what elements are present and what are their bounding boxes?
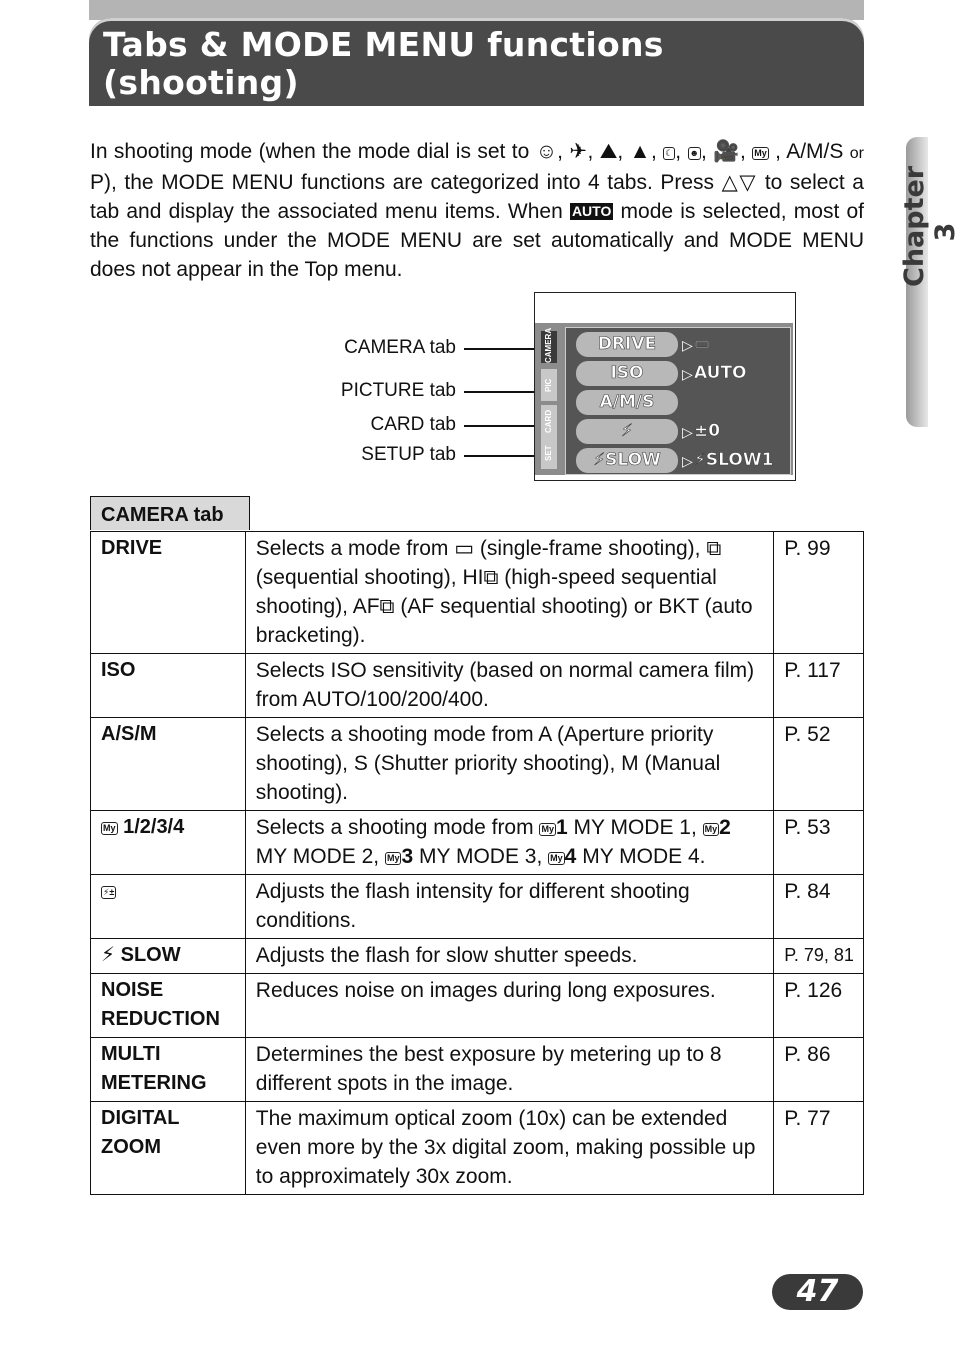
single-frame-icon: ▭: [454, 537, 475, 560]
callout-camera-tab: CAMERA tab: [344, 337, 456, 358]
row-name: [91, 939, 246, 974]
title-banner: [89, 18, 864, 106]
row-description: Reduces noise on images during long exposures.: [245, 974, 773, 1038]
intro-text-4: to select a tab and display the associated menu items. When: [90, 171, 864, 223]
desc-text: MY MODE 3,: [419, 845, 543, 868]
camera-tab-header: CAMERA tab: [90, 496, 250, 530]
side-tab-setup: SET: [541, 437, 557, 469]
intro-paragraph: In shooting mode (when the mode dial is set to ☺, ✈, ⛰, ▲, ☾, ☻, 🎥, My , A/M/S or P), the MODE MENU functions are categorized into 4 tabs. Press △▽ to select a tab and display the associated menu items. When AUTO mode is selected, most of the functions under the MODE MENU are set automatically and MODE MENU does not appear in the Top menu.: [90, 140, 865, 281]
desc-text: MY MODE 2,: [255, 845, 380, 868]
menu-row-ams: [576, 390, 786, 415]
my-mode-icon: My: [386, 853, 400, 863]
callout-line: [464, 455, 540, 457]
page-reference: P. 84: [774, 875, 864, 939]
row-description: Selects ISO sensitivity (based on normal camera film) from AUTO/100/200/400.: [245, 654, 773, 718]
my-mode-number: 2: [719, 816, 731, 839]
my-mode-icon: My: [754, 148, 767, 158]
landscape-icon: ▲: [629, 140, 651, 163]
page-number: 47: [772, 1274, 863, 1310]
page-reference: P. 52: [774, 718, 864, 811]
callout-card-tab: CARD tab: [370, 414, 456, 435]
table-row: [91, 811, 864, 875]
row-name: A/S/M: [91, 718, 246, 811]
callout-picture-tab: PICTURE tab: [340, 380, 456, 401]
row-name: DRIVE: [91, 532, 246, 654]
desc-text: MY MODE 4.: [582, 845, 706, 868]
mode-menu-screen: [534, 292, 796, 481]
intro-text-2: , A/M/S: [775, 140, 844, 163]
desc-text: (single-frame shooting),: [479, 537, 701, 560]
menu-value: ▭: [694, 334, 711, 354]
menu-key: ISO: [576, 361, 678, 386]
screen-display: [535, 323, 793, 475]
row-description: Adjusts the flash intensity for different shooting conditions.: [245, 875, 773, 939]
my-mode-number: 4: [564, 845, 577, 868]
menu-key: DRIVE: [576, 332, 678, 357]
row-name: NOISE REDUCTION: [91, 974, 246, 1038]
arrow-right-icon: ▷: [682, 424, 693, 440]
row-name: [91, 811, 246, 875]
header-band: [89, 0, 864, 20]
row-description: Determines the best exposure by metering up to 8 different spots in the image.: [245, 1038, 773, 1102]
my-mode-icon: My: [704, 824, 718, 834]
table-row: [91, 974, 864, 1038]
table-row: [91, 654, 864, 718]
side-tab-camera: CAMERA: [541, 331, 557, 363]
af-sequential-icon: AF⧉: [352, 595, 395, 618]
camera-tab-table: [90, 531, 864, 1195]
up-down-arrows-icon: △▽: [721, 171, 758, 194]
page-reference: P. 86: [774, 1038, 864, 1102]
menu-key: ⚡: [576, 419, 678, 444]
row-name: [91, 875, 246, 939]
night-scene-icon: ☾: [665, 148, 674, 158]
callout-line: [464, 425, 540, 427]
table-row: [91, 939, 864, 974]
movie-icon: 🎥: [713, 140, 740, 163]
my-mode-icon: My: [541, 824, 554, 834]
intro-text-5: mode is selected, most of the functions under the MODE MENU are set automatically and MODE MENU does not appear in the Top menu.: [90, 200, 864, 281]
desc-text: (sequential shooting),: [255, 566, 457, 589]
callout-line: [464, 391, 540, 393]
desc-text: Selects a shooting mode from: [255, 816, 534, 839]
sports-icon: ✈: [569, 140, 588, 163]
page-reference: P. 79, 81: [774, 939, 864, 974]
my-mode-number: 1: [555, 816, 568, 839]
page-title: Tabs & MODE MENU functions (shooting): [103, 25, 664, 102]
menu-row-slow: [576, 448, 786, 473]
table-row: [91, 718, 864, 811]
high-speed-sequential-icon: HI⧉: [462, 566, 499, 589]
self-portrait-icon: ☻: [689, 148, 700, 158]
flash-intensity-icon: ⚡±: [103, 887, 115, 897]
menu-value: ±0: [694, 421, 721, 441]
page-reference: P. 126: [774, 974, 864, 1038]
menu-row-iso: [576, 361, 786, 386]
desc-text: (AF sequential shooting) or BKT (auto bracketing).: [255, 595, 753, 647]
desc-text: (high-speed sequential shooting),: [255, 566, 717, 618]
page-reference: P. 77: [774, 1102, 864, 1195]
row-description: Adjusts the flash for slow shutter speeds.: [245, 939, 773, 974]
menu-row-flash-intensity: [576, 419, 786, 444]
row-name: ISO: [91, 654, 246, 718]
page-reference: P. 117: [774, 654, 864, 718]
intro-text-1: In shooting mode (when the mode dial is set to: [90, 140, 530, 163]
side-tab-picture: PIC: [541, 369, 557, 401]
my-mode-icon: My: [550, 853, 563, 863]
arrow-right-icon: ▷: [682, 366, 693, 382]
row-name: DIGITAL ZOOM: [91, 1102, 246, 1195]
flash-icon: ⚡: [101, 944, 116, 966]
page-reference: P. 99: [774, 532, 864, 654]
chapter-label: Chapter 3: [899, 165, 961, 287]
table-row: [91, 1038, 864, 1102]
page-reference: P. 53: [774, 811, 864, 875]
row-description: Selects a shooting mode from A (Aperture priority shooting), S (Shutter priority shooting), M (Manual shooting).: [245, 718, 773, 811]
row-name-text: 1/2/3/4: [123, 816, 185, 838]
intro-text-3: P), the MODE MENU functions are categorized into 4 tabs. Press: [90, 171, 715, 194]
callout-line: [464, 348, 540, 350]
sequential-icon: ⧉: [706, 537, 722, 560]
menu-key: ⚡SLOW: [576, 448, 678, 473]
row-description: [245, 811, 773, 875]
my-mode-icon: My: [103, 823, 116, 833]
row-description: The maximum optical zoom (10x) can be extended even more by the 3x digital zoom, making possible up to approximately 30x zoom.: [245, 1102, 773, 1195]
menu-value: ⚡SLOW1: [694, 450, 774, 470]
menu-row-drive: [576, 332, 786, 357]
row-name-text: SLOW: [120, 944, 181, 966]
auto-mode-icon: AUTO: [571, 203, 612, 219]
intro-or: or: [849, 145, 865, 162]
table-row: [91, 1102, 864, 1195]
row-name: MULTI METERING: [91, 1038, 246, 1102]
menu-key: A/M/S: [576, 390, 678, 415]
row-description: [245, 532, 773, 654]
portrait-icon: ☺: [535, 140, 558, 163]
table-row: [91, 875, 864, 939]
menu-panel: [565, 327, 791, 475]
table-row: [91, 532, 864, 654]
side-tab-card: CARD: [541, 405, 557, 437]
arrow-right-icon: ▷: [682, 337, 693, 353]
desc-text: Selects a mode from: [255, 537, 449, 560]
my-mode-number: 3: [401, 845, 414, 868]
diagram-callouts: [330, 330, 540, 480]
menu-value: AUTO: [694, 363, 747, 383]
landscape-portrait-icon: ⛰: [599, 140, 618, 163]
arrow-right-icon: ▷: [682, 453, 693, 469]
desc-text: MY MODE 1,: [573, 816, 697, 839]
callout-setup-tab: SETUP tab: [361, 444, 456, 465]
